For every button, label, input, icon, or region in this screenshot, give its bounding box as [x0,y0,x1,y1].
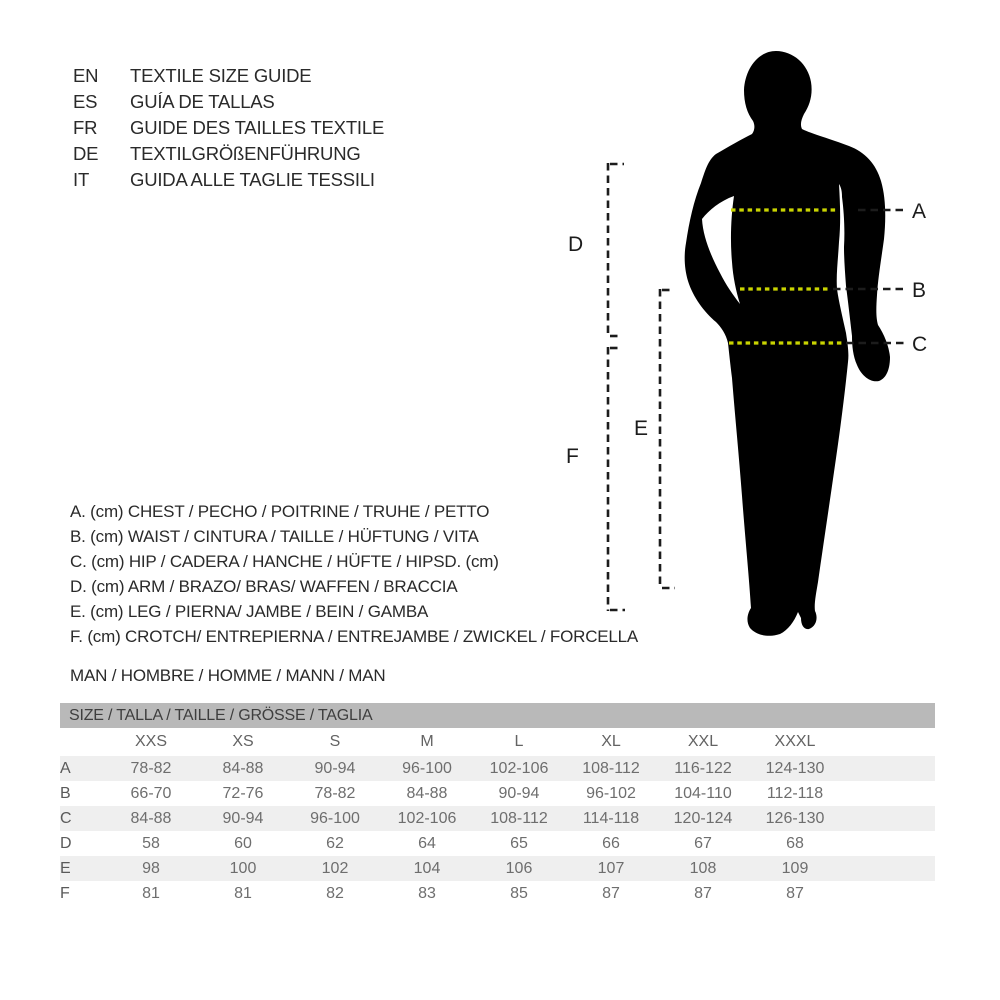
size-cell: 96-102 [586,784,636,802]
row-filler [841,806,935,831]
size-column-header: XXXL [774,733,816,750]
row-filler [841,881,935,906]
size-cell: 65 [510,834,528,852]
size-cell: 108-112 [490,809,548,827]
size-column-header: XXL [687,733,719,750]
size-cell: 109 [781,859,809,877]
measurement-legend [70,500,638,649]
size-cell: 114-118 [582,809,640,827]
table-row-chest [60,756,935,781]
table-row-hip [60,806,935,831]
language-code: DE [73,142,99,164]
size-header-spacer [60,728,105,756]
measurement-line-hip: C. (cm) HIP / CADERA / HANCHE / HÜFTE / HIPSD. (cm) [70,551,499,571]
measurement-line-waist: B. (cm) WAIST / CINTURA / TAILLE / HÜFTUNG / VITA [70,526,479,546]
size-column-header: XXS [134,733,167,750]
size-cell: 82 [326,884,344,902]
size-cell: 87 [602,884,620,902]
size-cell: 120-124 [673,809,733,827]
row-label: C [60,809,72,827]
size-cell: 126-130 [765,809,825,827]
row-filler [841,831,935,856]
size-cell: 102 [321,859,349,877]
size-cell: 83 [418,884,436,902]
row-label: F [60,884,70,902]
language-code: EN [73,65,99,86]
measurement-line-chest: A. (cm) CHEST / PECHO / POITRINE / TRUHE / PETTO [70,502,490,521]
size-table-section [60,703,935,906]
language-code: FR [73,116,98,138]
size-column-header: M [420,733,434,750]
size-cell: 102-106 [397,809,457,827]
size-cell: 112-118 [766,784,824,802]
language-title: TEXTILE SIZE GUIDE [130,65,312,86]
size-cell: 106 [505,859,533,877]
size-column-header: XS [232,733,254,750]
size-cell: 84-88 [222,759,264,777]
size-cell: 87 [694,884,712,902]
size-cell: 78-82 [314,784,356,802]
language-title: GUIDE DES TAILLES TEXTILE [130,116,385,138]
size-column-header: S [329,733,341,750]
size-cell: 66 [602,834,620,852]
language-title: TEXTILGRÖßENFÜHRUNG [130,142,361,164]
row-label: B [60,784,71,802]
size-header-row [60,728,935,756]
size-cell: 67 [694,834,712,852]
table-row-arm [60,831,935,856]
size-cell: 96-100 [402,759,452,777]
size-cell: 68 [786,834,804,852]
size-cell: 100 [229,859,257,877]
size-column-header: L [514,733,524,750]
size-cell: 78-82 [130,759,172,777]
size-cell: 107 [597,859,625,877]
size-table-title: SIZE / TALLA / TAILLE / GRÖSSE / TAGLIA [60,703,935,728]
size-header-filler [841,728,935,756]
language-code: IT [73,168,90,190]
hip-label: C [912,333,928,356]
language-code: ES [73,90,98,112]
measurement-line-arm: D. (cm) ARM / BRAZO/ BRAS/ WAFFEN / BRACCIA [70,576,458,596]
crotch-label: F [566,445,579,468]
size-cell: 66-70 [130,784,172,802]
size-cell: 64 [418,834,436,852]
size-cell: 102-106 [489,759,549,777]
size-cell: 104 [413,859,441,877]
size-cell: 60 [234,834,252,852]
size-table [60,728,935,906]
gender-line: MAN / HOMBRE / HOMME / MANN / MAN [70,666,386,685]
table-row-crotch [60,881,935,906]
arm-label: D [568,233,584,256]
row-label: D [60,834,72,852]
size-column-header: XL [601,733,621,750]
row-label: A [60,759,71,777]
size-cell: 85 [510,884,528,902]
row-filler [841,756,935,781]
size-cell: 90-94 [314,759,356,777]
measurement-line-crotch: F. (cm) CROTCH/ ENTREPIERNA / ENTREJAMBE / ZWICKEL / FORCELLA [70,626,639,646]
size-cell: 90-94 [222,809,264,827]
table-row-leg [60,856,935,881]
waist-label: B [912,279,927,302]
language-title: GUIDA ALLE TAGLIE TESSILI [130,168,375,190]
size-cell: 116-122 [674,759,732,777]
size-cell: 58 [142,834,160,852]
size-cell: 98 [142,859,160,877]
size-cell: 108 [689,859,717,877]
size-cell: 87 [786,884,804,902]
language-title: GUÍA DE TALLAS [130,90,275,112]
table-row-waist [60,781,935,806]
size-cell: 108-112 [582,759,640,777]
measurement-line-leg: E. (cm) LEG / PIERNA/ JAMBE / BEIN / GAMBA [70,601,429,621]
leg-label: E [634,417,649,440]
size-cell: 96-100 [310,809,360,827]
size-cell: 81 [142,884,160,902]
size-cell: 84-88 [130,809,172,827]
size-cell: 124-130 [765,759,825,777]
size-cell: 90-94 [498,784,540,802]
size-cell: 81 [234,884,252,902]
size-cell: 72-76 [222,784,264,802]
size-cell: 84-88 [406,784,448,802]
size-cell: 104-110 [674,784,732,802]
row-label: E [60,859,71,877]
row-filler [841,856,935,881]
chest-label: A [912,200,927,223]
size-cell: 62 [326,834,344,852]
row-filler [841,781,935,806]
